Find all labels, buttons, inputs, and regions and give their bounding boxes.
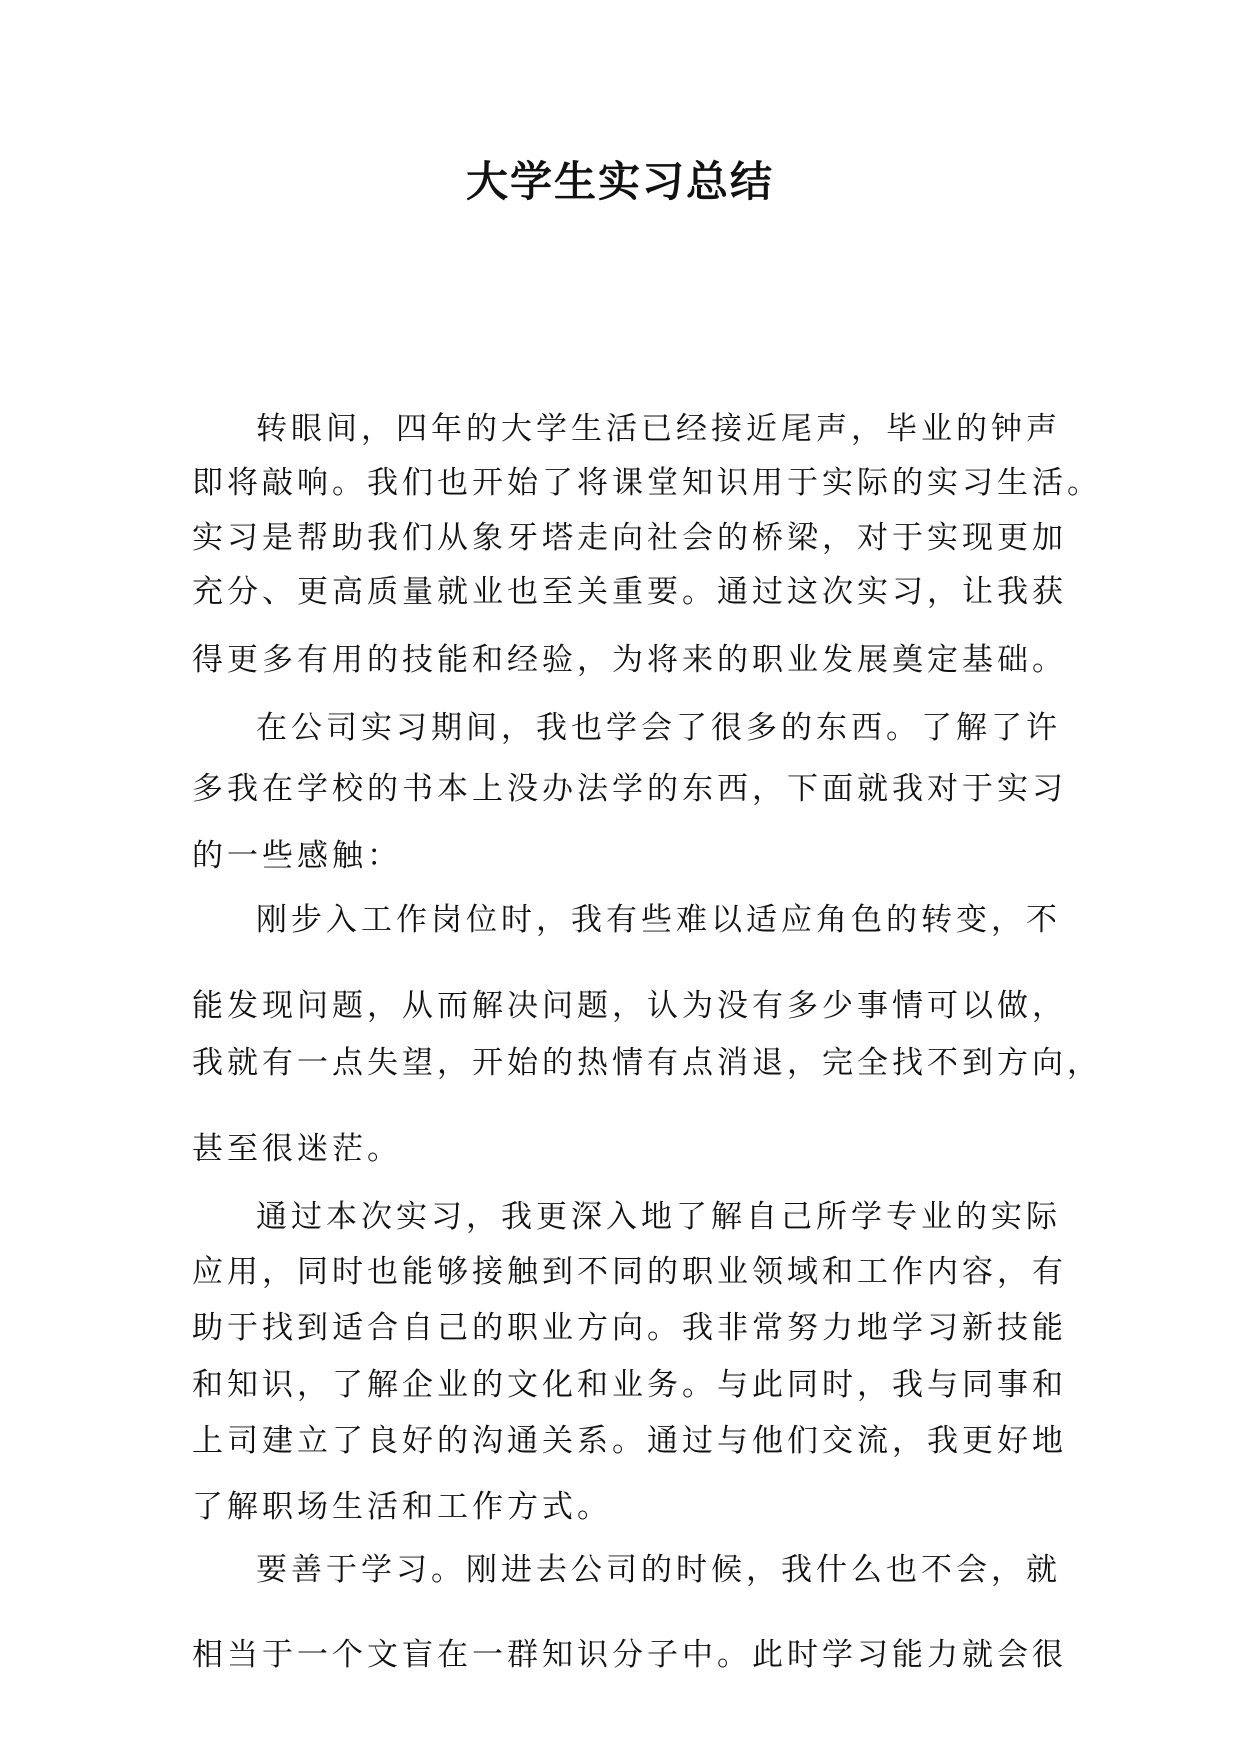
page-title: 大学生实习总结: [465, 157, 774, 206]
paragraph-line: 即将敲响。我们也开始了将课堂知识用于实际的实习生活。: [192, 465, 1102, 501]
paragraph-line: 相当于一个文盲在一群知识分子中。此时学习能力就会很: [192, 1637, 1067, 1673]
paragraph-line: 上司建立了良好的沟通关系。通过与他们交流，我更好地: [192, 1423, 1067, 1459]
paragraph-line: 和知识，了解企业的文化和业务。与此同时，我与同事和: [192, 1367, 1067, 1403]
paragraph-line: 了解职场生活和工作方式。: [192, 1489, 612, 1525]
paragraph-line: 应用，同时也能够接触到不同的职业领域和工作内容，有: [192, 1254, 1067, 1290]
paragraph-line: 的一些感触：: [192, 838, 402, 874]
paragraph-line: 在公司实习期间，我也学会了很多的东西。了解了许: [256, 710, 1061, 746]
paragraph-line: 刚步入工作岗位时，我有些难以适应角色的转变，不: [256, 902, 1061, 938]
paragraph-line: 得更多有用的技能和经验，为将来的职业发展奠定基础。: [192, 642, 1067, 678]
paragraph-line: 要善于学习。刚进去公司的时候，我什么也不会，就: [256, 1552, 1061, 1588]
paragraph-line: 助于找到适合自己的职业方向。我非常努力地学习新技能: [192, 1310, 1067, 1346]
paragraph-line: 我就有一点失望，开始的热情有点消退，完全找不到方向，: [192, 1045, 1102, 1081]
paragraph-line: 转眼间，四年的大学生活已经接近尾声，毕业的钟声: [256, 411, 1061, 447]
paragraph-line: 充分、更高质量就业也至关重要。通过这次实习，让我获: [192, 574, 1067, 610]
paragraph-line: 实习是帮助我们从象牙塔走向社会的桥梁，对于实现更加: [192, 520, 1067, 556]
paragraph-line: 通过本次实习，我更深入地了解自己所学专业的实际: [256, 1199, 1061, 1235]
paragraph-line: 多我在学校的书本上没办法学的东西，下面就我对于实习: [192, 771, 1067, 807]
paragraph-line: 甚至很迷茫。: [192, 1131, 402, 1167]
paragraph-line: 能发现问题，从而解决问题，认为没有多少事情可以做，: [192, 988, 1067, 1024]
